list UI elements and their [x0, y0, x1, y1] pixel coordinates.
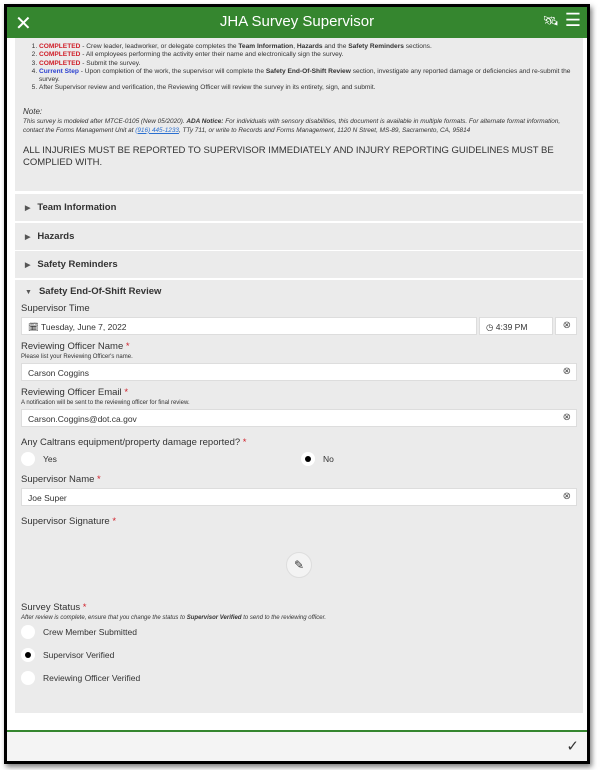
ro-email-hint: A notification will be sent to the reviewing officer for final review.: [21, 400, 190, 406]
signature-label: Supervisor Signature *: [21, 516, 117, 527]
caret-right-icon: ▶: [25, 262, 31, 269]
damage-label: Any Caltrans equipment/property damage reported? *: [21, 437, 247, 448]
caret-right-icon: ▶: [25, 234, 31, 241]
damage-yes-radio[interactable]: Yes: [21, 452, 301, 466]
damage-no-radio[interactable]: No: [301, 452, 334, 466]
supervisor-time-label: Supervisor Time: [21, 303, 90, 314]
calendar-icon: 🗓: [28, 322, 41, 332]
clear-time-button[interactable]: [555, 317, 577, 335]
app-window: [4, 4, 590, 764]
section-safety-reminders[interactable]: [15, 251, 583, 278]
time-field[interactable]: ◷ 4:39 PM: [479, 317, 553, 335]
ro-email-input[interactable]: Carson.Coggins@dot.ca.gov ⊗: [21, 409, 577, 427]
footer-bar: [7, 730, 587, 761]
section-team-information[interactable]: [15, 194, 583, 221]
direction-step: 3. COMPLETED - Submit the survey.: [39, 60, 575, 68]
header-bar: [7, 7, 587, 38]
direction-step: 1. COMPLETED - Crew leader, leadworker, or delegate completes the Team Information, Hazards and the Safety Reminders sections.: [39, 43, 575, 51]
status-crew-member-submitted[interactable]: Crew Member Submitted: [21, 625, 137, 639]
note-label: Note:: [23, 106, 43, 116]
section-title: Safety Reminders: [37, 259, 118, 270]
status-reviewing-officer-verified[interactable]: Reviewing Officer Verified: [21, 671, 140, 685]
caret-right-icon: ▶: [25, 205, 31, 212]
ada-notice: This survey is modeled after MTCE-0105 (New 05/2020). ADA Notice: For individuals with sensory disabilities, this document is available in multiple formats. For alternate format information, contact the Forms Management Unit at (916) 445-1233, TTy 711, or write to Records and Forms Management, 1120 N Street, MS-89, Sacramento, CA, 95814: [23, 118, 561, 134]
submit-check-icon[interactable]: ✓: [566, 738, 579, 755]
status-supervisor-verified[interactable]: Supervisor Verified: [21, 648, 114, 662]
directions-panel: [15, 38, 583, 191]
ro-email-label: Reviewing Officer Email *: [21, 387, 129, 398]
satellite-icon[interactable]: 🛰: [542, 13, 559, 28]
injury-warning: ALL INJURIES MUST BE REPORTED TO SUPERVISOR IMMEDIATELY AND INJURY REPORTING GUIDELINES MUST BE COMPLIED WITH.: [23, 145, 554, 169]
ro-name-input[interactable]: Carson Coggins ⊗: [21, 363, 577, 381]
direction-step: 5. After Supervisor review and verification, the Reviewing Officer will review the survey in its entirety, sign, and submit.: [39, 84, 575, 92]
close-icon[interactable]: ✕: [15, 13, 32, 35]
caret-down-icon: ▼: [25, 289, 32, 296]
section-header[interactable]: [21, 286, 577, 297]
supervisor-name-input[interactable]: Joe Super ⊗: [21, 488, 577, 506]
ro-name-hint: Please list your Reviewing Officer's name.: [21, 354, 133, 360]
supervisor-name-label: Supervisor Name *: [21, 474, 101, 485]
phone-link[interactable]: (916) 445-1233: [135, 126, 179, 134]
clear-icon[interactable]: ⊗: [562, 412, 571, 423]
clear-icon: ⊗: [562, 320, 571, 331]
clock-icon: ◷: [486, 322, 496, 332]
survey-status-label: Survey Status *: [21, 602, 87, 613]
section-hazards[interactable]: [15, 223, 583, 250]
section-title: Safety End-Of-Shift Review: [38, 286, 162, 297]
ro-name-label: Reviewing Officer Name *: [21, 341, 130, 352]
hamburger-icon[interactable]: ☰: [564, 10, 581, 30]
section-title: Hazards: [37, 231, 75, 242]
signature-pen-icon[interactable]: ✎: [286, 552, 312, 578]
page-title: JHA Survey Supervisor: [219, 13, 375, 30]
survey-status-hint: After review is complete, ensure that you change the status to Supervisor Verified to send to the reviewing officer.: [21, 615, 327, 621]
clear-icon[interactable]: ⊗: [562, 491, 571, 502]
date-field[interactable]: 🗓 Tuesday, June 7, 2022: [21, 317, 477, 335]
direction-step: 4. Current Step - Upon completion of the work, the supervisor will complete the Safety End-Of-Shift Review section, investigate any reported damage or deficiencies and re-submit the survey.: [39, 68, 575, 85]
section-safety-end-of-shift: [15, 280, 583, 713]
clear-icon[interactable]: ⊗: [562, 366, 571, 377]
direction-step: 2. COMPLETED - All employees performing the activity enter their name and electronically sign the survey.: [39, 51, 575, 59]
section-title: Team Information: [37, 202, 117, 213]
